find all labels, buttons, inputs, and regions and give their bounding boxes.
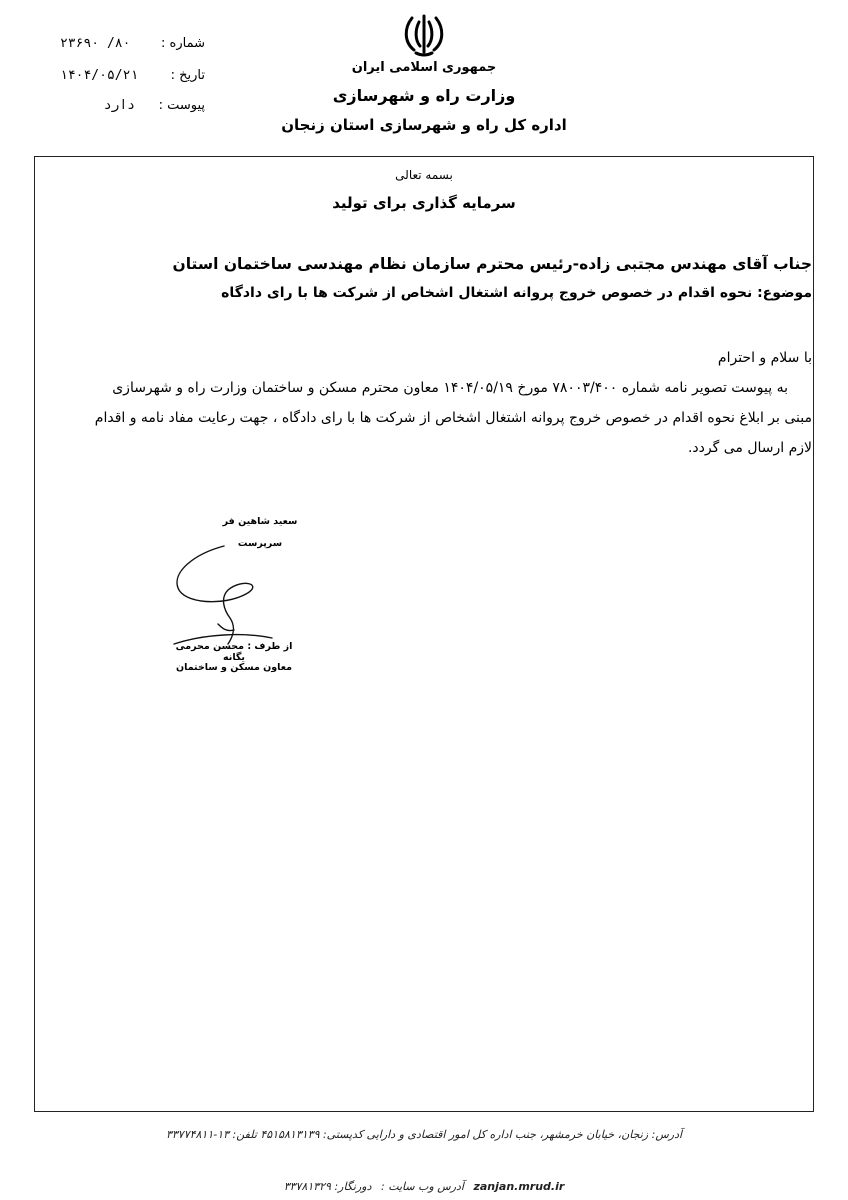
footer-website-label: : آدرس وب سایت: [380, 1180, 464, 1193]
on-behalf-title: معاون مسکن و ساختمان: [176, 662, 292, 673]
letter-number-row: [60, 36, 205, 51]
footer-website[interactable]: zanjan.mrud.ir: [473, 1180, 565, 1193]
letter-number-value: ۸۰/ ۲۳۶۹۰: [60, 36, 131, 51]
body-line-3: لازم ارسال می گردد.: [687, 440, 812, 456]
footer-address: آدرس: زنجان، خیابان خرمشهر، جنب اداره کل امور اقتصادی و دارایی کدپستی: ۴۵۱۵۸۱۳۱۳۹ تلفن: ۱۳-۳۳۷۷۴۸۱۱: [165, 1128, 683, 1141]
letter-number-label: شماره :: [161, 36, 205, 51]
letter-date-value: ۱۴۰۴/۰۵/۲۱: [60, 68, 139, 83]
recipient-line: جناب آقای مهندس مجتبی زاده-رئیس محترم سازمان نظام مهندسی ساختمان استان: [172, 255, 812, 273]
signer-name: سعید شاهین فر: [222, 516, 298, 527]
greeting: با سلام و احترام: [717, 350, 812, 366]
letter-attachment-value: دارد: [103, 98, 135, 113]
body-line-1: به پیوست تصویر نامه شماره ۷۸۰۰۳/۴۰۰ مورخ ۱۴۰۴/۰۵/۱۹ معاون محترم مسکن و ساختمان وزارت راه و شهرسازی: [112, 380, 788, 396]
invocation: بسمه تعالی: [395, 168, 453, 182]
header-ministry: وزارت راه و شهرسازی: [332, 86, 516, 105]
subject-line: موضوع: نحوه اقدام در خصوص خروج پروانه اشتغال اشخاص از شرکت ها با رای دادگاه: [221, 285, 812, 301]
letter-date-label: تاریخ :: [170, 68, 205, 83]
header-republic: جمهوری اسلامی ایران: [351, 60, 497, 75]
header-department: اداره کل راه و شهرسازی استان زنجان: [281, 116, 567, 134]
signer-title: سرپرست: [237, 538, 283, 549]
body-line-2: مبنی بر ابلاغ نحوه اقدام در خصوص خروج پروانه اشتغال اشخاص از شرکت ها با رای دادگاه ، جهت رعایت مفاد نامه و اقدام: [94, 410, 812, 426]
slogan: سرمایه گذاری برای تولید: [332, 194, 516, 212]
letter-attachment-label: پیوست :: [158, 98, 205, 113]
footer-contact-row: [0, 1180, 848, 1193]
on-behalf-line: از طرف : محسن محرمی یگانه: [175, 641, 293, 663]
iran-emblem-icon: [402, 12, 446, 58]
footer-fax: دورنگار: ۳۳۷۸۱۳۲۹: [283, 1180, 372, 1193]
handwritten-signature: [164, 544, 284, 654]
